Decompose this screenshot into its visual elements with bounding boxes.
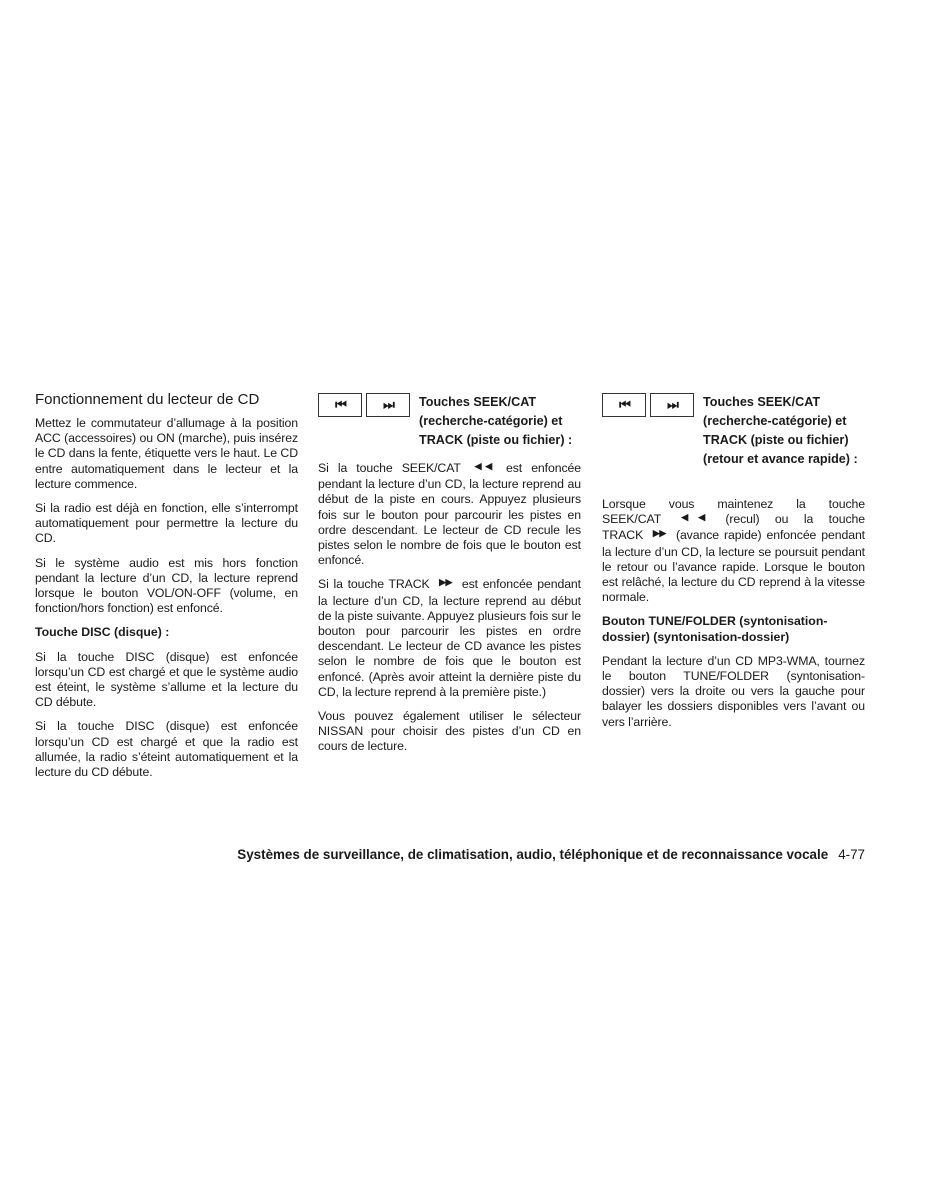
paragraph-rapid: [602, 497, 865, 605]
tune-folder-heading: Bouton TUNE/FOLDER (syntonisation-dossier) (syntonisation-dossier): [602, 614, 828, 644]
text: (avance rapide) enfoncée pendant la lecture d’un CD, la lecture se poursuit pendant le retour ou l’avance rapide. Lorsque le bouton est relâché, la lecture du CD reprend à la vitesse normale.: [602, 528, 865, 605]
text: Si la touche TRACK: [318, 577, 430, 592]
paragraph-seek: [318, 461, 581, 568]
paragraph: Si la touche DISC (disque) est enfoncée lorsqu’un CD est chargé et que le système audio est éteint, le système s’allume et la lecture du CD débute.: [35, 649, 298, 710]
page-footer: [237, 847, 865, 862]
paragraph-track: [318, 577, 581, 700]
seek-back-icon: ⏮: [318, 393, 362, 417]
text: Si la touche SEEK/CAT: [318, 461, 461, 475]
seek-track-heading: Touches SEEK/CAT (recherche-catégorie) et TRACK (piste ou fichier) :: [419, 395, 573, 447]
column-2: [318, 393, 581, 764]
seek-back-icon: ◀◀: [669, 512, 716, 523]
paragraph: Si la touche DISC (disque) est enfoncée lorsqu’un CD est chargé et que la radio est allumée, la radio s’éteint automatiquement et la lecture du CD débute.: [35, 719, 298, 780]
button-illustration: [318, 393, 410, 417]
page-number: 4-77: [838, 847, 865, 862]
button-illustration: [602, 393, 694, 417]
disc-heading: Touche DISC (disque) :: [35, 625, 170, 640]
track-forward-icon: ⏭: [650, 393, 694, 417]
track-forward-icon: ⏭: [366, 393, 410, 417]
seek-back-icon: ⏮: [602, 393, 646, 417]
seek-back-icon: ◀◀: [468, 461, 496, 471]
paragraph: Si la radio est déjà en fonction, elle s’interrompt automatiquement pour permettre la lecture du CD.: [35, 501, 298, 546]
paragraph: Pendant la lecture d’un CD MP3-WMA, tournez le bouton TUNE/FOLDER (syntonisation-dossier) vers la droite ou vers la gauche pour balayer les dossiers disponibles vers l’avant ou vers l’arrière.: [602, 653, 865, 729]
section-title-cd-player: Fonctionnement du lecteur de CD: [35, 391, 260, 408]
text: est enfoncée pendant la lecture d’un CD, la lecture reprend au début de la piste en cours. Appuyez plusieurs fois sur le bouton pour parcourir les pistes en ordre descendant. Le lecteur de CD recule les pistes selon le nombre de fois que le bouton est enfoncé.: [318, 461, 581, 568]
seek-track-heading-block: [318, 393, 581, 453]
text: Lorsque vous maintenez la touche SEEK/CAT: [602, 497, 865, 527]
track-forward-icon: ▶▶: [437, 577, 452, 588]
paragraph: Vous pouvez également utiliser le sélecteur NISSAN pour choisir des pistes d’un CD en cours de lecture.: [318, 709, 581, 754]
paragraph: Mettez le commutateur d’allumage à la position ACC (accessoires) ou ON (marche), puis insérez le CD dans la fente, étiquette vers le haut. Le CD entre automatiquement dans le lecteur et la lecture commence.: [35, 416, 298, 491]
column-1: [35, 390, 298, 789]
seek-track-rapid-heading: Touches SEEK/CAT (recherche-catégorie) et TRACK (piste ou fichier) (retour et avance rapide) :: [703, 395, 858, 466]
seek-track-rapid-heading-block: [602, 393, 865, 489]
text: est enfoncée pendant la lecture d’un CD, la lecture reprend au début de la piste suivante. Appuyez plusieurs fois sur le bouton pour parcourir les pistes en ordre descendant. Le lecteur de CD avance les pistes selon le nombre de fois que le bouton est enfoncé. (Après avoir atteint la dernière piste du CD, la lecture reprend à la première piste.): [318, 577, 581, 699]
footer-section-title: Systèmes de surveillance, de climatisation, audio, téléphonique et de reconnaissance vocale: [237, 847, 829, 862]
track-forward-icon: ▶▶: [651, 528, 666, 539]
paragraph: Si le système audio est mis hors fonction pendant la lecture d’un CD, la lecture reprend lorsque le bouton VOL/ON-OFF (volume, en fonction/hors fonction) est enfoncé.: [35, 555, 298, 616]
column-3: [602, 393, 865, 739]
text: (recul) ou la touche TRACK: [602, 512, 865, 543]
